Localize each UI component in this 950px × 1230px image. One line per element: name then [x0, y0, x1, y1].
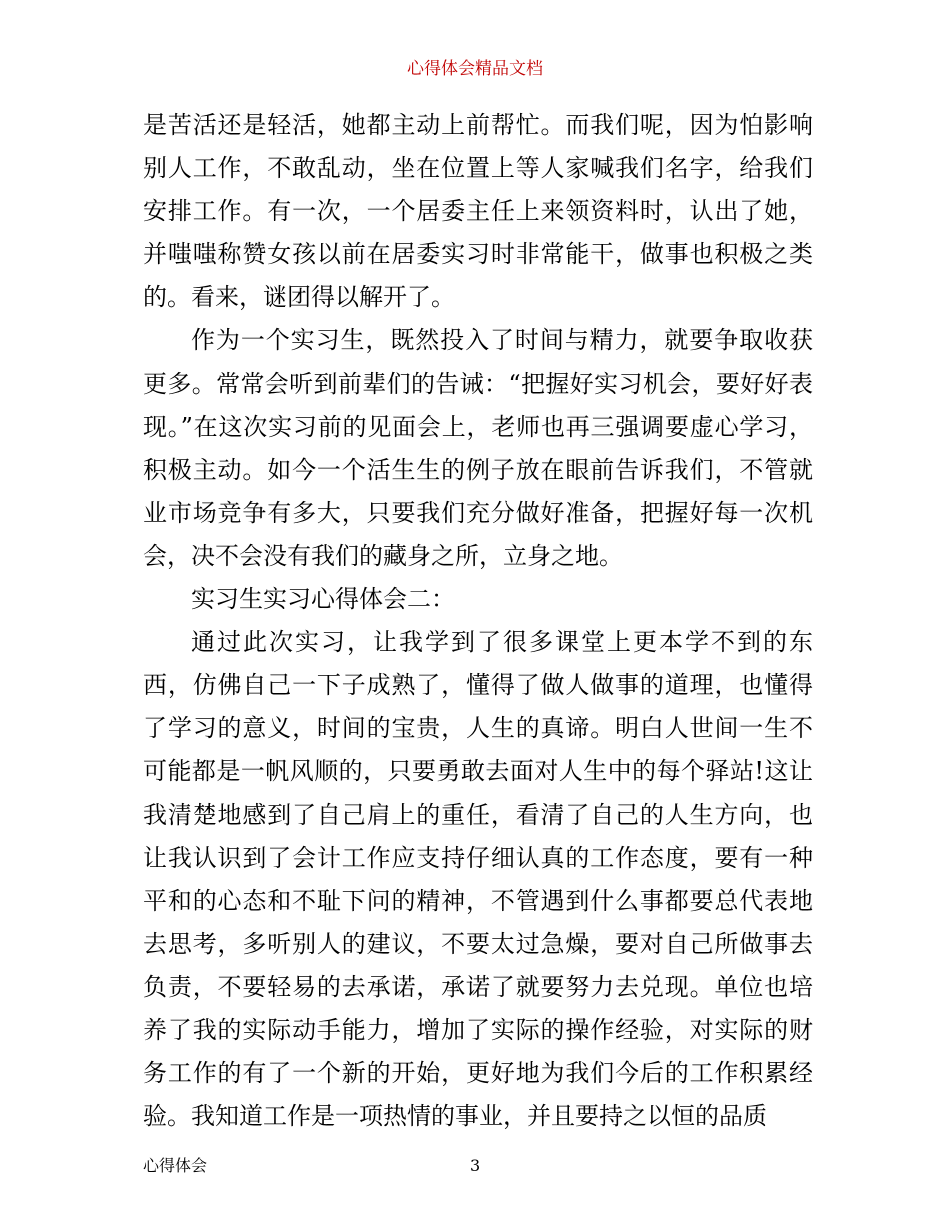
- page-number: 3: [470, 1156, 481, 1175]
- paragraph-continuation: 是苦活还是轻活，她都主动上前帮忙。而我们呢，因为怕影响别人工作，不敢乱动，坐在位置上等人家喊我们名字，给我们安排工作。有一次，一个居委主任上来领资料时，认出了她，并嗤嗤称赞女孩以前在居委实习时非常能干，做事也积极之类的。看来，谜团得以解开了。: [143, 111, 813, 312]
- page-header-title: 心得体会精品文档: [407, 59, 543, 79]
- paragraph-internship-reflection: 通过此次实习，让我学到了很多课堂上更本学不到的东西，仿佛自己一下子成熟了，懂得了做人做事的道理，也懂得了学习的意义，时间的宝贵，人生的真谛。明白人世间一生不可能都是一帆风顺的，只要勇敢去面对人生中的每个驿站!这让我清楚地感到了自己肩上的重任，看清了自己的人生方向，也让我认识到了会计工作应支持仔细认真的工作态度，要有一种平和的心态和不耻下问的精神，不管遇到什么事都要总代表地去思考，多听别人的建议，不要太过急燥，要对自己所做事去负责，不要轻易的去承诺，承诺了就要努力去兑现。单位也培养了我的实际动手能力，增加了实际的操作经验，对实际的财务工作的有了一个新的开始，更好地为我们今后的工作积累经验。我知道工作是一项热情的事业，并且要持之以恒的品质: [143, 628, 813, 1131]
- section-heading-experience-two: 实习生实习心得体会二：: [191, 585, 455, 614]
- document-body: [143, 104, 813, 1138]
- paragraph-intern-advice: 作为一个实习生，既然投入了时间与精力，就要争取收获更多。常常会听到前辈们的告诫：“把握好实习机会，要好好表现。”在这次实习前的见面会上，老师也再三强调要虚心学习，积极主动。如今一个活生生的例子放在眼前告诉我们，不管就业市场竞争有多大，只要我们充分做好准备，把握好每一次机会，决不会没有我们的藏身之所，立身之地。: [143, 326, 813, 570]
- page-footer-label: 心得体会: [143, 1156, 208, 1175]
